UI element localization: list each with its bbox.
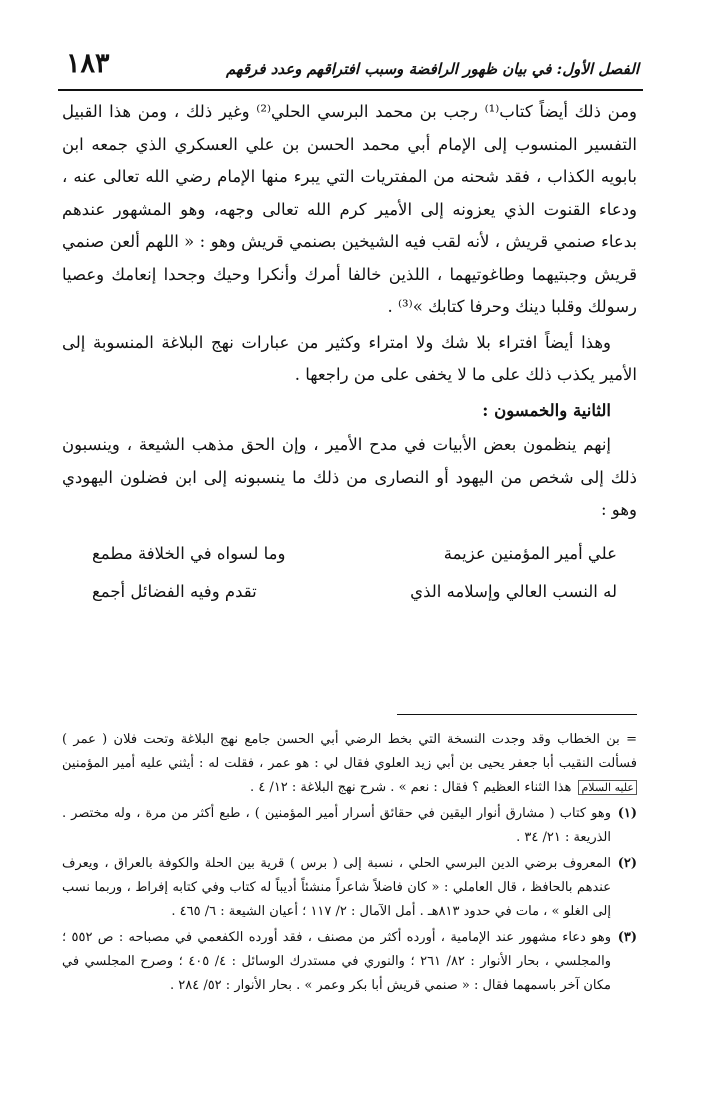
header-rule bbox=[58, 89, 643, 91]
footnote-mark: (٣) bbox=[617, 930, 637, 945]
footnote-item bbox=[62, 802, 637, 850]
footnote-text: وهو دعاء مشهور عند الإمامية ، أورده أكثر من مصنف ، فقد أورده الكفعمي في مصباحه : ص ٥٥٢ ؛ والمجلسي ، بحار الأنوار : ٨٢/ ٢٦١ ؛ والنوري في مستدرك الوسائل : ٤/ ٤٠٥ ؛ وصرح المجلسي في مكان آخر باسمهما فقال : « صنمي قريش أبا بكر وعمر » . بحار الأنوار : ٥٢/ ٢٨٤ . bbox=[62, 930, 612, 993]
main-text bbox=[62, 96, 637, 611]
honorific-mark: عليه السلام bbox=[578, 780, 637, 795]
footnote-continuation-end: هذا الثناء العظيم ؟ فقال : نعم » . شرح نهج البلاغة : ١٢/ ٤ . bbox=[250, 780, 572, 795]
footnotes bbox=[62, 728, 637, 1000]
verse-second-hemistich: تقدم وفيه الفضائل أجمع bbox=[92, 581, 257, 601]
verse-first-hemistich: له النسب العالي وإسلامه الذي bbox=[410, 581, 617, 601]
footnote-text: وهو كتاب ( مشارق أنوار اليقين في حقائق أسرار أمير المؤمنين ) ، طبع أكثر من مرة ، وله مختصر . الذريعة : ٢١/ ٣٤ . bbox=[62, 806, 611, 845]
poem-verse bbox=[62, 535, 637, 573]
page-number: ١٨٣ bbox=[66, 48, 110, 79]
footnote-item bbox=[62, 852, 637, 924]
footnote-item bbox=[62, 926, 637, 998]
paragraph-3: إنهم ينظمون بعض الأبيات في مدح الأمير ، وإن الحق مذهب الشيعة ، وينسبون ذلك إلى شخص من اليهود أو النصارى من ذلك ما ينسبونه إلى ابن فضلون اليهودي وهو : bbox=[62, 435, 637, 519]
paragraph-2: وهذا أيضاً افتراء بلا شك ولا امتراء وكثير من عبارات نهج البلاغة المنسوبة إلى الأمير يكذب ذلك على ما لا يخفى على من راجعها . bbox=[62, 332, 637, 384]
poem-verse bbox=[62, 573, 637, 611]
verse-first-hemistich: علي أمير المؤمنين عزيمة bbox=[443, 543, 617, 563]
paragraph-1: ومن ذلك أيضاً كتاب⁽¹⁾ رجب بن محمد البرسي الحلي⁽²⁾ وغير ذلك ، ومن هذا القبيل التفسير المنسوب إلى الإمام أبي محمد الحسن بن علي العسكري الذي جمعه ابن بابويه الكذاب ، فقد شحنه من المفتريات التي يبرء منها الإمام رضي الله تعالى عنه ، ودعاء القنوت الذي يعزونه إلى الأمير كرم الله تعالى وجهه، وهو المشهور عندهم بدعاء صنمي قريش ، لأنه لقب فيه الشيخين بصنمي قريش وهو : « اللهم ألعن صنمي قريش وجبتيهما وطاغوتيهما ، اللذين خالفا أمرك وأنكرا وحيك وجحدا إنعامك وعصيا رسولك وقلبا دينك وحرفا كتابك »⁽³⁾ . bbox=[62, 102, 637, 316]
footnote-mark: (٢) bbox=[617, 856, 637, 871]
page-header bbox=[58, 40, 643, 88]
section-heading: الثانية والخمسون : bbox=[482, 400, 611, 420]
footnote-continuation-text: = بن الخطاب وقد وجدت النسخة التي بخط الرضي أبي الحسن جامع نهج البلاغة وتحت فلان ( عمر ) فسألت النقيب أبا جعفر يحيى بن أبي زيد العلوي فقال لي : هو عمر ، فقلت له : أيثني عليه أمير المؤمنين bbox=[62, 732, 637, 771]
running-head: الفصل الأول: في بيان ظهور الرافضة وسبب افتراقهم وعدد فرقهم bbox=[225, 60, 639, 78]
footnote-mark: (١) bbox=[617, 806, 637, 821]
footnote-rule bbox=[397, 714, 637, 715]
poem bbox=[62, 535, 637, 611]
footnote-continuation bbox=[62, 728, 637, 800]
footnote-text: المعروف برضي الدين البرسي الحلي ، نسبة إلى ( برس ) قرية بين الحلة والكوفة بالعراق ، ويعرف عندهم بالحافظ ، قال العاملي : « كان فاضلاً شاعراً منشئاً أديباً له كتاب وفي كتابه إفراط ، وربما نسب إلى الغلو » ، مات في حدود ٨١٣هـ . أمل الآمال : ٢/ ١١٧ ؛ أعيان الشيعة : ٦/ ٤٦٥ . bbox=[62, 856, 611, 919]
verse-second-hemistich: وما لسواه في الخلافة مطمع bbox=[92, 543, 286, 563]
